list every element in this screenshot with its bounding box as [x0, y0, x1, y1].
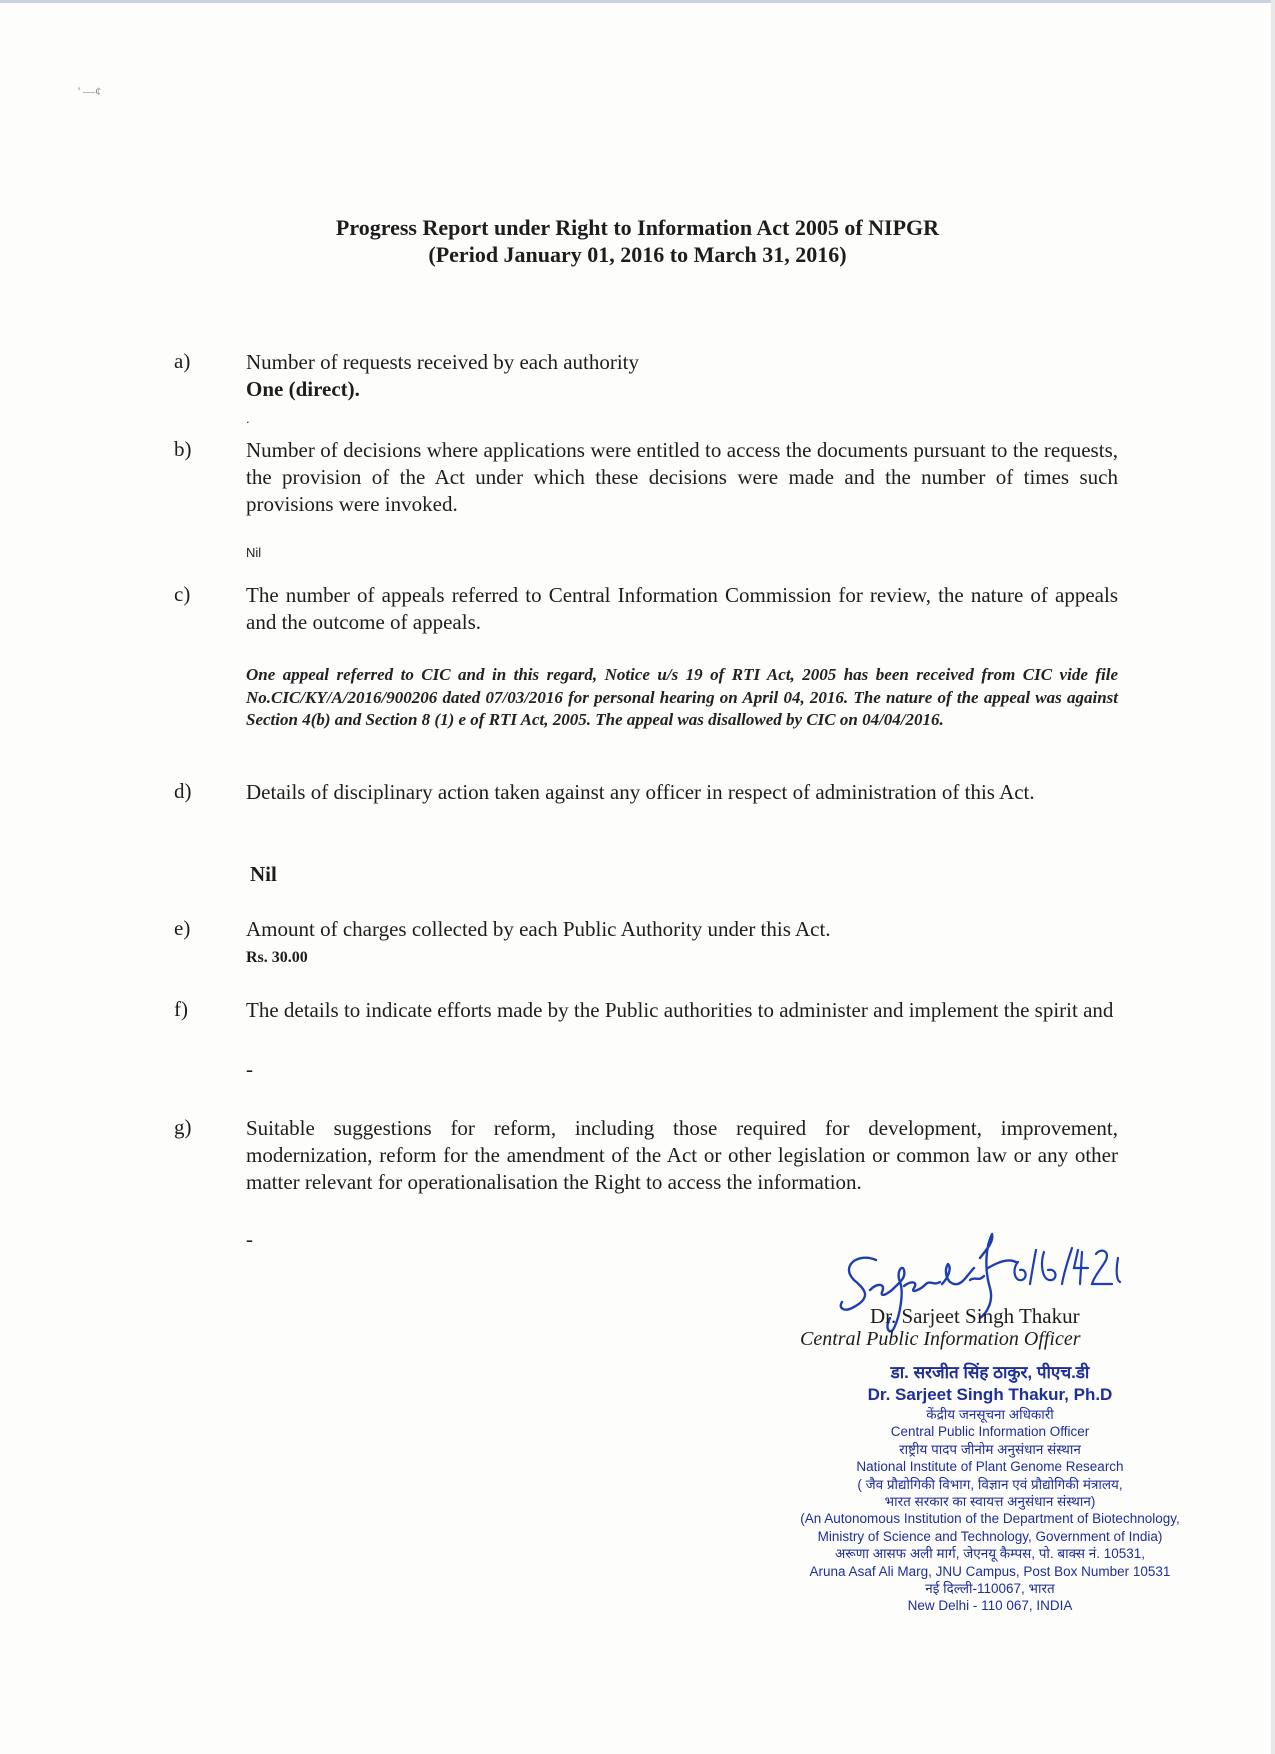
- item-label: e): [174, 916, 191, 940]
- item-answer: Nil: [246, 545, 262, 560]
- stamp-line: New Delhi - 110 067, INDIA: [907, 1598, 1073, 1614]
- stamp-line: Aruna Asaf Ali Marg, JNU Campus, Post Box Number 10531: [809, 1563, 1171, 1579]
- item-text: Suitable suggestions for reform, including those required for development, improvement, modernization, reform for the amendment of the Act or other legislation or common law or any other matter relevant for operationalisation the Right to access the information.: [246, 1116, 1118, 1194]
- item-answer: One appeal referred to CIC and in this regard, Notice u/s 19 of RTI Act, 2005 has been received from CIC vide file No.CIC/KY/A/2016/900206 dated 07/03/2016 for personal hearing on April 04, 2016. The nature of the appeal was against Section 4(b) and Section 8 (1) e of RTI Act, 2005. The appeal was disallowed by CIC on 04/04/2016.: [246, 665, 1118, 729]
- stamp-line: Ministry of Science and Technology, Government of India): [817, 1528, 1163, 1544]
- stamp-line: Dr. Sarjeet Singh Thakur, Ph.D: [867, 1385, 1113, 1404]
- stamp-line: (An Autonomous Institution of the Department of Biotechnology,: [800, 1511, 1180, 1527]
- item-label: g): [174, 1115, 192, 1139]
- stamp-line: डा. सरजीत सिंह ठाकुर, पीएच.डी: [890, 1363, 1090, 1382]
- item-text: Number of requests received by each authority: [246, 350, 640, 374]
- item-text: The number of appeals referred to Central Information Commission for review, the nature of appeals and the outcome of appeals.: [246, 583, 1118, 634]
- item-text: Amount of charges collected by each Public Authority under this Act.: [246, 917, 831, 941]
- scan-top-edge: [0, 0, 1275, 3]
- item-label: d): [174, 779, 192, 803]
- item-label: f): [174, 997, 188, 1021]
- stamp-line: केंद्रीय जनसूचना अधिकारी: [926, 1407, 1054, 1422]
- signatory-role: Central Public Information Officer: [800, 1328, 1081, 1350]
- item-text: The details to indicate efforts made by the Public authorities to administer and implement the spirit and: [246, 998, 1114, 1022]
- item-label: a): [174, 349, 191, 373]
- item-text: Number of decisions where applications were entitled to access the documents pursuant to the requests, the provision of the Act under which these decisions were made and the number of times such provisions were invoked.: [246, 438, 1118, 516]
- item-answer: Nil: [250, 862, 277, 886]
- item-answer: -: [246, 1057, 253, 1081]
- stamp-line: राष्ट्रीय पादप जीनोम अनुसंधान संस्थान: [899, 1441, 1081, 1457]
- item-answer: Rs. 30.00: [246, 949, 308, 966]
- stamp-line: भारत सरकार का स्वायत्त अनुसंधान संस्थान): [884, 1494, 1096, 1510]
- stamp-line: Central Public Information Officer: [890, 1424, 1090, 1440]
- stamp-line: ( जैव प्रौद्योगिकी विभाग, विज्ञान एवं प्रौद्योगिकी मंत्रालय,: [857, 1476, 1123, 1492]
- item-answer: -: [246, 1227, 253, 1251]
- report-period: (Period January 01, 2016 to March 31, 2016): [428, 242, 847, 267]
- stamp-line: अरूणा आसफ अली मार्ग, जेएनयू कैम्पस, पो. बाक्स नं. 10531,: [834, 1546, 1146, 1562]
- official-stamp: [760, 1362, 1220, 1615]
- corner-mark: ' —¢: [78, 84, 102, 98]
- report-title: Progress Report under Right to Information Act 2005 of NIPGR: [335, 215, 940, 240]
- item-label: b): [174, 437, 192, 461]
- signatory-name: Dr. Sarjeet Singh Thakur: [870, 1304, 1080, 1328]
- item-text: Details of disciplinary action taken against any officer in respect of administration of this Act.: [246, 780, 1035, 804]
- stamp-line: National Institute of Plant Genome Research: [856, 1459, 1124, 1475]
- stamp-line: नई दिल्ली-110067, भारत: [925, 1581, 1055, 1597]
- item-label: c): [174, 582, 191, 606]
- item-dot: .: [246, 411, 250, 426]
- item-answer: One (direct).: [246, 377, 360, 401]
